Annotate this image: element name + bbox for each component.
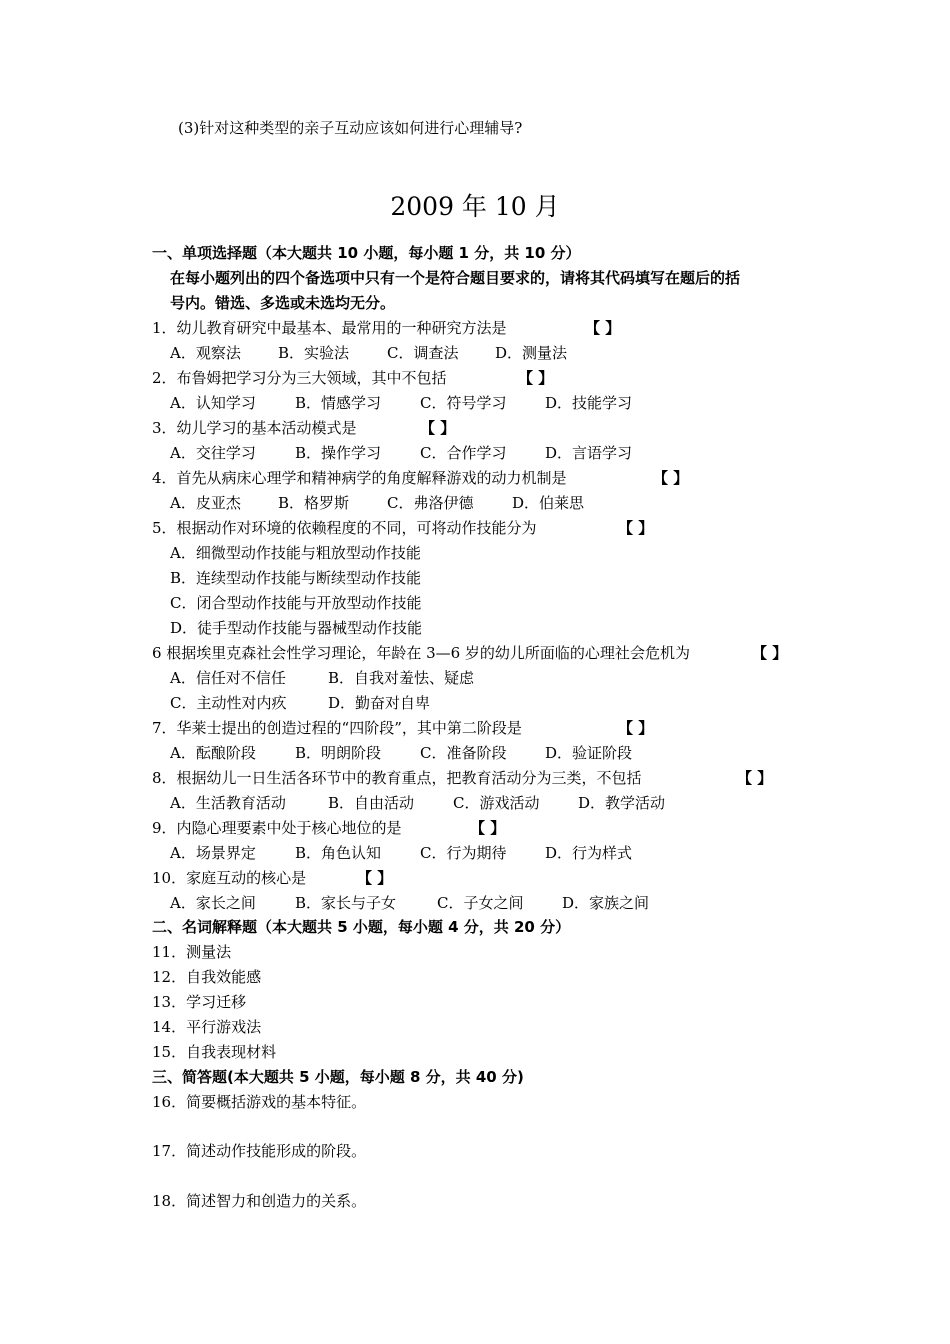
- option: A．生活教育活动: [170, 794, 286, 812]
- section1-instructions-line1: 在每小题列出的四个备选项中只有一个是符合题目要求的，请将其代码填写在题后的括: [170, 269, 741, 287]
- option: A．交往学习: [170, 444, 256, 462]
- question-stem: 7．华莱士提出的创造过程的“四阶段”，其中第二阶段是: [152, 719, 522, 737]
- answer-bracket: 【 】: [618, 519, 654, 537]
- option: D．言语学习: [545, 444, 633, 462]
- option: B．连续型动作技能与断续型动作技能: [170, 569, 422, 587]
- term-item: 12．自我效能感: [152, 968, 262, 986]
- section1-heading: 一、单项选择题（本大题共 10 小题，每小题 1 分，共 10 分）: [152, 244, 581, 262]
- question-stem: 9．内隐心理要素中处于核心地位的是: [152, 819, 402, 837]
- option: B．自由活动: [328, 794, 415, 812]
- answer-bracket: 【 】: [585, 319, 621, 337]
- option: C．合作学习: [420, 444, 507, 462]
- question-stem: 1．幼儿教育研究中最基本、最常用的一种研究方法是: [152, 319, 507, 337]
- option: B．情感学习: [295, 394, 382, 412]
- option: B．操作学习: [295, 444, 382, 462]
- answer-bracket: 【 】: [357, 869, 393, 887]
- option: D．验证阶段: [545, 744, 633, 762]
- option: A．观察法: [170, 344, 241, 362]
- question-stem: 3．幼儿学习的基本活动模式是: [152, 419, 357, 437]
- option: A．细微型动作技能与粗放型动作技能: [170, 544, 421, 562]
- section2-heading: 二、名词解释题（本大题共 5 小题，每小题 4 分，共 20 分）: [152, 918, 571, 936]
- short-answer-item: 17．简述动作技能形成的阶段。: [152, 1142, 367, 1160]
- term-item: 13．学习迁移: [152, 993, 247, 1011]
- option: B．明朗阶段: [295, 744, 382, 762]
- question-stem: 10．家庭互动的核心是: [152, 869, 307, 887]
- option: B．自我对羞怯、疑虑: [328, 669, 475, 687]
- option: C．主动性对内疚: [170, 694, 287, 712]
- option: B．家长与子女: [295, 894, 397, 912]
- term-item: 15．自我表现材料: [152, 1043, 277, 1061]
- question-stem: 4．首先从病床心理学和精神病学的角度解释游戏的动力机制是: [152, 469, 567, 487]
- option: C．调查法: [387, 344, 459, 362]
- option: C．符号学习: [420, 394, 507, 412]
- option: C．准备阶段: [420, 744, 507, 762]
- option: D．勤奋对自卑: [328, 694, 431, 712]
- option: C．游戏活动: [453, 794, 540, 812]
- option: C．行为期待: [420, 844, 507, 862]
- option: A．家长之间: [170, 894, 256, 912]
- option: D．教学活动: [578, 794, 666, 812]
- option: D．技能学习: [545, 394, 633, 412]
- option: D．行为样式: [545, 844, 633, 862]
- question-stem: 6 根据埃里克森社会性学习理论，年龄在 3—6 岁的幼儿所面临的心理社会危机为: [152, 644, 690, 662]
- section3-heading: 三、简答题(本大题共 5 小题，每小题 8 分，共 40 分): [152, 1068, 524, 1086]
- short-answer-item: 18．简述智力和创造力的关系。: [152, 1192, 367, 1210]
- question-stem: 5．根据动作对环境的依赖程度的不同，可将动作技能分为: [152, 519, 537, 537]
- section1-instructions-line2: 号内。错选、多选或未选均无分。: [170, 294, 396, 312]
- answer-bracket: 【 】: [518, 369, 554, 387]
- answer-bracket: 【 】: [470, 819, 506, 837]
- answer-bracket: 【 】: [737, 769, 773, 787]
- option: A．信任对不信任: [170, 669, 286, 687]
- option: A．皮亚杰: [170, 494, 241, 512]
- page-title: 2009 年 10 月: [390, 192, 560, 221]
- option: D．伯莱思: [512, 494, 585, 512]
- short-answer-item: 16．简要概括游戏的基本特征。: [152, 1093, 367, 1111]
- question-stem: 2．布鲁姆把学习分为三大领域，其中不包括: [152, 369, 447, 387]
- option: D．测量法: [495, 344, 568, 362]
- option: A．酝酿阶段: [170, 744, 256, 762]
- term-item: 11．测量法: [152, 943, 232, 961]
- option: C．弗洛伊德: [387, 494, 474, 512]
- answer-bracket: 【 】: [420, 419, 456, 437]
- option: A．场景界定: [170, 844, 256, 862]
- answer-bracket: 【 】: [752, 644, 788, 662]
- option: B．实验法: [278, 344, 350, 362]
- option: D．徒手型动作技能与器械型动作技能: [170, 619, 423, 637]
- previous-question: (3)针对这种类型的亲子互动应该如何进行心理辅导?: [178, 119, 523, 137]
- answer-bracket: 【 】: [618, 719, 654, 737]
- option: B．格罗斯: [278, 494, 350, 512]
- term-item: 14．平行游戏法: [152, 1018, 262, 1036]
- option: D．家族之间: [562, 894, 650, 912]
- answer-bracket: 【 】: [653, 469, 689, 487]
- option: B．角色认知: [295, 844, 382, 862]
- question-stem: 8．根据幼儿一日生活各环节中的教育重点，把教育活动分为三类，不包括: [152, 769, 642, 787]
- option: C．子女之间: [437, 894, 524, 912]
- option: C．闭合型动作技能与开放型动作技能: [170, 594, 422, 612]
- option: A．认知学习: [170, 394, 256, 412]
